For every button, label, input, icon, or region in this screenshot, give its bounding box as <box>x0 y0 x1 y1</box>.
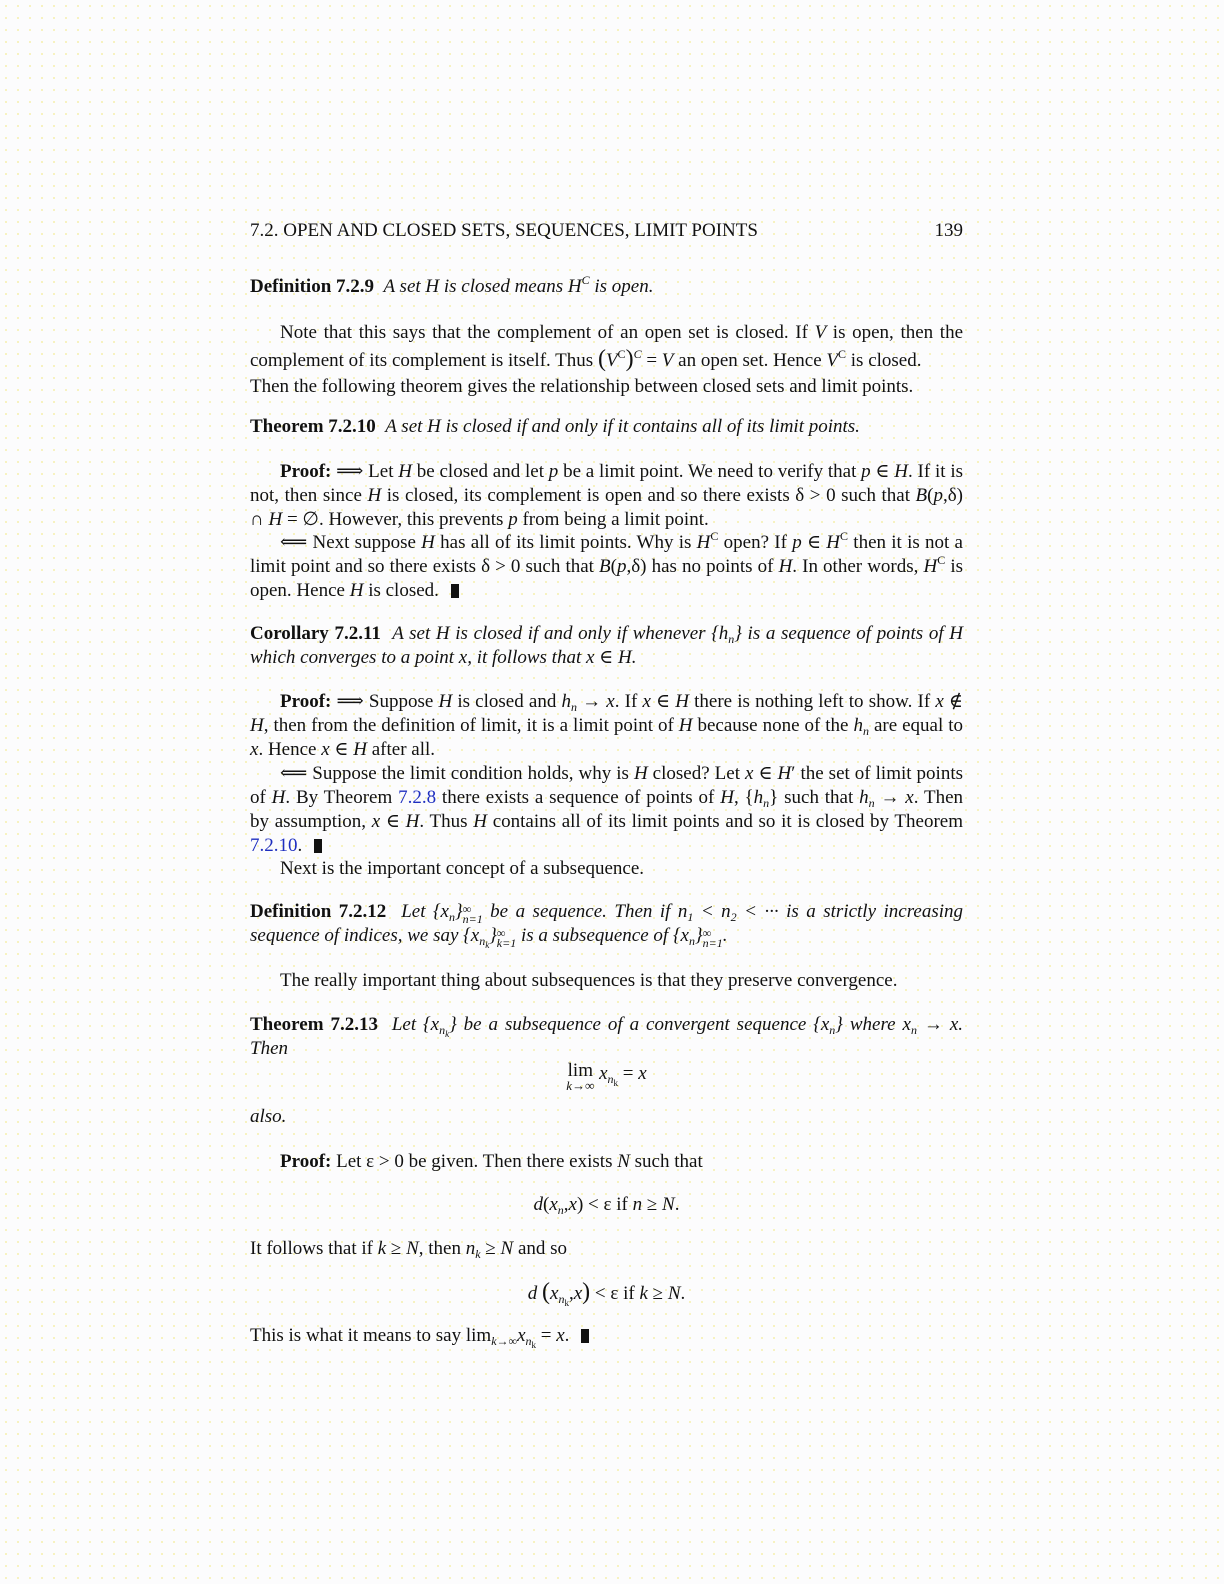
corollary-7-2-11 <box>250 622 963 670</box>
theorem-also: also. <box>250 1106 287 1127</box>
proof-corollary-7-2-11: Proof: ⟹ Suppose H is closed and $h_n \to x$. If x ∈ H there is nothing left to show. If x ∉ H, then from the definition of limit, it is a limit point of H because none of the $h_n$ are equal to x. Hence x ∈ H after all. <box>250 691 963 760</box>
proof-theorem-7-2-13: Proof: Let ε > 0 be given. Then there exists N such that <box>280 1151 703 1172</box>
proof-line-3: This is what it means to say $\lim_{k\to\infty}x_{n_k} = x$. <box>250 1324 963 1348</box>
qed-mark <box>314 839 322 853</box>
theorem-label: Theorem 7.2.13 <box>250 1014 378 1035</box>
corollary-statement: A set H is closed if and only if whenever $\{h_n\}$ is a sequence of points of H which converges to a point x, it follows that x ∈ H. <box>250 623 963 668</box>
definition-7-2-9 <box>250 275 963 299</box>
page-number: 139 <box>934 220 963 241</box>
theorem-statement: Let $\{x_{n_k}\}$ be a subsequence of a convergent sequence $\{x_n\}$ where $x_n \to x$. Then <box>250 1014 963 1059</box>
display-equation-2: d $(x_{n_k},x) < \varepsilon$ if k ≥ N. <box>527 1279 686 1308</box>
theorem-7-2-13 <box>250 1013 963 1061</box>
qed-mark <box>581 1329 589 1343</box>
definition-statement: A set H is closed means $H^C$ is open. <box>383 273 654 297</box>
proof-label: Proof: <box>280 461 332 482</box>
proof-line-2: It follows that if k ≥ N, then $n_k \ge N$ and so <box>250 1238 568 1261</box>
proof-label: Proof: <box>280 691 332 712</box>
theorem-label: Theorem 7.2.10 <box>250 416 376 437</box>
proof-theorem-7-2-10-converse: ⟸ Next suppose H has all of its limit points. Why is $H^C$ open? If p ∈ $H^C$ then it is not a limit point and so there exists δ > 0 such that B(p,δ) has no points of H. In other words, $H^C$ is open. Hence H is closed. <box>250 529 963 601</box>
definition-label: Definition 7.2.9 <box>250 276 375 297</box>
limit-equation: lim k→∞ $x_{n_k} = x$ <box>566 1060 647 1093</box>
really-paragraph: The really important thing about subsequences is that they preserve convergence. <box>280 970 898 991</box>
section-title: 7.2. OPEN AND CLOSED SETS, SEQUENCES, LIMIT POINTS <box>250 220 758 241</box>
display-equation-1: $d(x_n,x) < \varepsilon$ if n ≥ N. <box>533 1194 680 1217</box>
definition-statement: Let $\{x_n\}$ ∞ n=1 be a sequence. Then if $n_1 < n_2$ < ··· is a strictly increasing sequence of indices, we say $\{x_{n_k}\}$ ∞ k=1 is a subsequence of $\{x_n\}$ ∞ n=1 . <box>250 901 963 950</box>
qed-mark <box>451 584 459 598</box>
proof-theorem-7-2-10: Proof: ⟹ Let H be closed and let p be a limit point. We need to verify that p ∈ H. If it is not, then since H is closed, its complement is open and so there exists δ > 0 such that B(p,δ) ∩ H = ∅. However, this prevents p from being a limit point. <box>250 461 964 530</box>
running-header <box>250 220 963 242</box>
definition-7-2-12 <box>250 900 963 948</box>
note-paragraph: Note that this says that the complement of an open set is closed. If V is open, then the complement of its complement is itself. Thus $(V^C)^C = V$ an open set. Hence $V^C$ is closed. Then the following theorem gives the relationship between closed sets and limit points. <box>250 322 964 397</box>
theorem-7-2-10-link[interactable]: 7.2.10 <box>250 835 298 856</box>
corollary-label: Corollary 7.2.11 <box>250 623 381 644</box>
proof-label: Proof: <box>280 1151 332 1172</box>
theorem-7-2-10 <box>250 415 963 439</box>
theorem-7-2-8-link[interactable]: 7.2.8 <box>398 787 437 808</box>
theorem-statement: A set H is closed if and only if it contains all of its limit points. <box>385 416 860 437</box>
definition-label: Definition 7.2.12 <box>250 901 387 922</box>
next-paragraph: Next is the important concept of a subsequence. <box>280 858 645 879</box>
proof-corollary-7-2-11-converse: ⟸ Suppose the limit condition holds, why is H closed? Let x ∈ H′ the set of limit points of H. By Theorem 7.2.8 there exists a sequence of points of H, $\{h_n\}$ such that $h_n \to x$. Then by assumption, x ∈ H. Thus H contains all of its limit points and so it is closed by Theorem 7.2.10. <box>250 763 964 856</box>
